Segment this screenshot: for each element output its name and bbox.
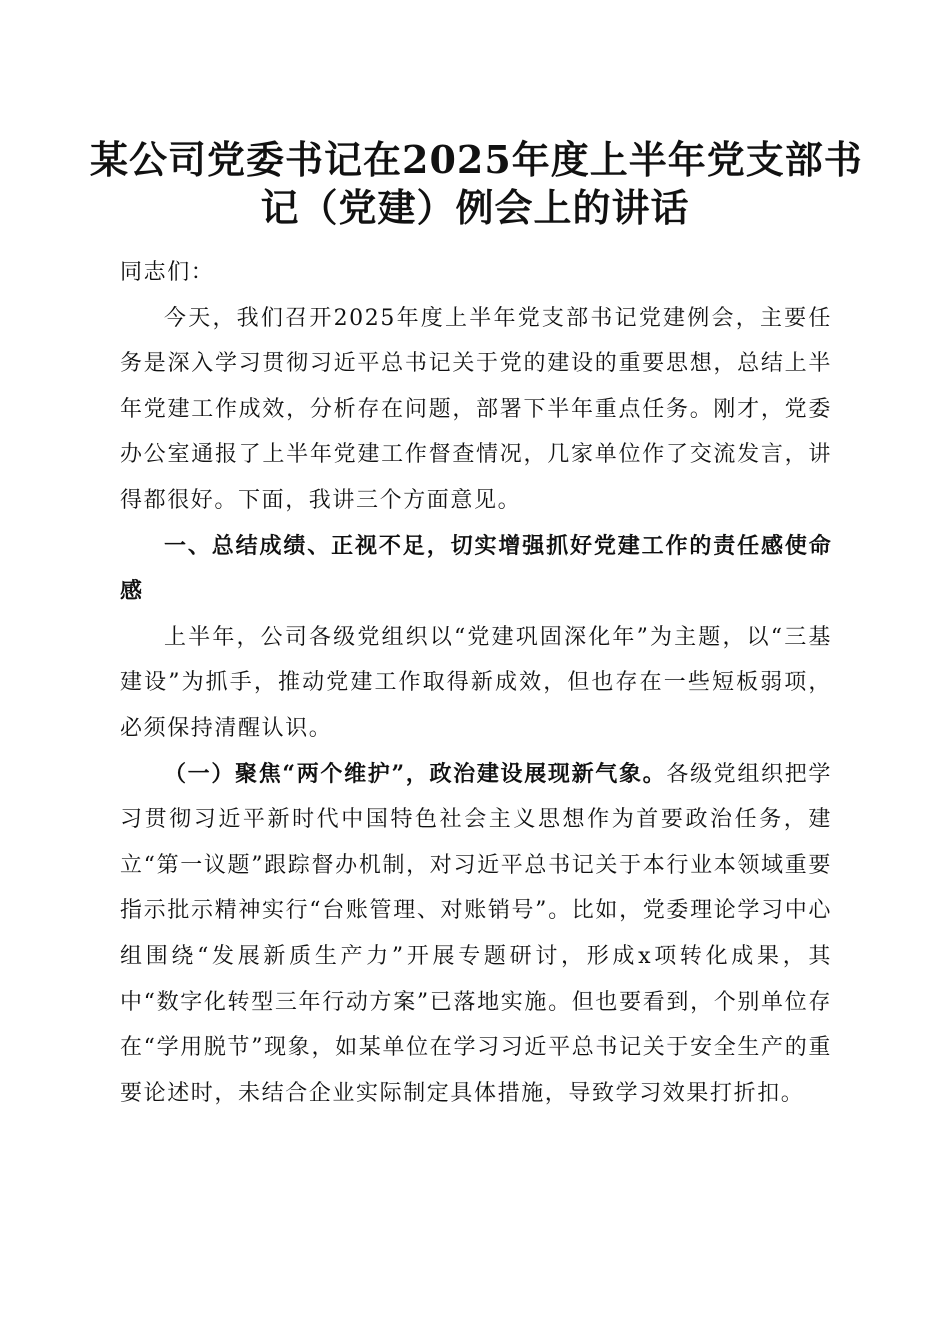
- greeting: 同志们：: [120, 260, 215, 285]
- subsection-1-body: 各级党组织把学习贯彻习近平新时代中国特色社会主义思想作为首要政治任务，建立“第一议题”跟踪督办机制，对习近平总书记关于本行业本领域重要指示批示精神实行“台账管理、对账销号”。比如，党委理论学习中心组围绕“发展新质生产力”开展专题研讨，形成x项转化成果，其中“数字化转型三年行动方案”已落地实施。但也要看到，个别单位存在“学用脱节”现象，如某单位在学习习近平总书记关于安全生产的重要论述时，未结合企业实际制定具体措施，导致学习效果打折扣。: [120, 761, 833, 1106]
- document-title: [90, 136, 863, 232]
- title-line-1: 某公司党委书记在2025年度上半年党支部书: [90, 137, 863, 182]
- document-body: [120, 250, 832, 1116]
- section-1-paragraph: 上半年，公司各级党组织以“党建巩固深化年”为主题，以“三基建设”为抓手，推动党建工作取得新成效，但也存在一些短板弱项，必须保持清醒认识。: [120, 624, 832, 741]
- intro-paragraph: 今天，我们召开2025年度上半年党支部书记党建例会，主要任务是深入学习贯彻习近平总书记关于党的建设的重要思想，总结上半年党建工作成效，分析存在问题，部署下半年重点任务。刚才，党委办公室通报了上半年党建工作督查情况，几家单位作了交流发言，讲得都很好。下面，我讲三个方面意见。: [120, 305, 832, 513]
- subsection-1-paragraph: [120, 752, 832, 1117]
- title-line-2: 记（党建）例会上的讲话: [260, 185, 690, 230]
- section-1-heading: 一、总结成绩、正视不足，切实增强抓好党建工作的责任感使命感: [120, 533, 832, 605]
- subsection-1-heading: （一）聚焦“两个维护”，政治建设展现新气象。: [164, 760, 667, 787]
